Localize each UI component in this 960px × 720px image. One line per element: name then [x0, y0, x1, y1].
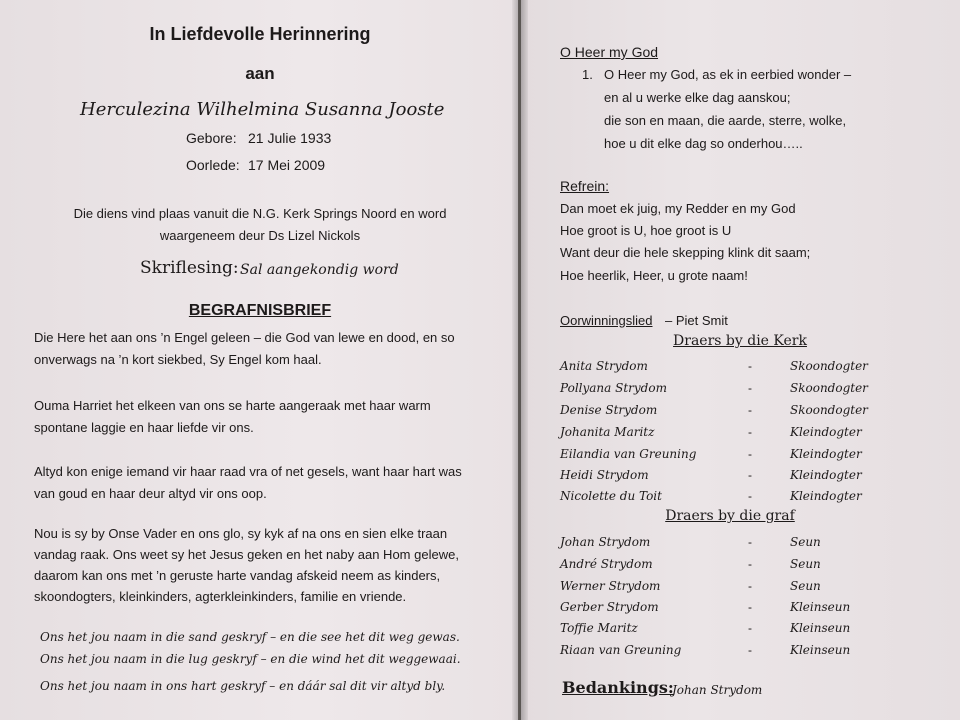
bearer-name: André Strydom [560, 557, 653, 571]
bearer-dash: - [748, 600, 752, 614]
bearer-name: Pollyana Strydom [560, 381, 667, 395]
bearer-dash: - [748, 557, 752, 571]
bearer-role: Kleindogter [790, 447, 862, 461]
paragraph-line: Altyd kon enige iemand vir haar raad vra of net gesels, want haar hart was [34, 464, 462, 479]
paragraph-line: Nou is sy by Onse Vader en ons glo, sy kyk af na ons en sien elke traan [34, 526, 448, 541]
poem-line: Ons het jou naam in die lug geskryf – en die wind het dit weggewaai. [40, 652, 461, 666]
refrain-line: Hoe groot is U, hoe groot is U [560, 223, 732, 238]
bearer-role: Skoondogter [790, 359, 868, 373]
service-line-2: waargeneem deur Ds Lizel Nickols [159, 228, 361, 243]
bearer-dash: - [748, 403, 752, 417]
poem-line: Ons het jou naam in die sand geskryf – en die see het dit weg gewas. [40, 630, 460, 644]
bearer-name: Denise Strydom [560, 403, 658, 417]
bearer-name: Johanita Maritz [560, 425, 655, 439]
church-bearer-row [560, 425, 870, 445]
aan-label: aan [245, 64, 275, 83]
bearer-role: Kleinseun [790, 600, 851, 614]
church-bearer-row [560, 489, 870, 509]
paragraph-line: vandag raak. Ons weet sy het Jesus geken en het naby aan Hom gelewe, [34, 547, 459, 562]
verse-number: 1. [582, 67, 593, 82]
church-bearer-row [560, 381, 870, 401]
grave-bearers-title: Draers by die graf [665, 508, 795, 524]
thanks-label: Bedankings: [562, 678, 674, 697]
bearer-name: Riaan van Greuning [560, 643, 682, 657]
bearer-name: Werner Strydom [560, 579, 661, 593]
letter-title: BEGRAFNISBRIEF [188, 302, 332, 319]
bearer-dash: - [748, 489, 752, 503]
grave-bearer-row [560, 557, 870, 577]
verse-line: O Heer my God, as ek in eerbied wonder – [604, 67, 852, 82]
poem-line: Ons het jou naam in ons hart geskryf – en dáár sal dit vir altyd bly. [40, 679, 446, 693]
deceased-name: Herculezina Wilhelmina Susanna Jooste [80, 99, 445, 120]
grave-bearer-row [560, 621, 870, 641]
bearer-role: Seun [790, 579, 821, 593]
victory-song-value: – Piet Smit [665, 313, 728, 328]
bearer-dash: - [748, 468, 752, 482]
refrain-line: Hoe heerlik, Heer, u grote naam! [560, 268, 748, 283]
thanks-value: Johan Strydom [672, 683, 763, 697]
refrain-line: Want deur die hele skepping klink dit saam; [560, 245, 811, 260]
paragraph-line: onverwags na ’n kort siekbed, Sy Engel kom haal. [34, 352, 322, 367]
bearer-role: Kleinseun [790, 621, 851, 635]
church-bearer-row [560, 359, 870, 379]
grave-bearer-row [560, 535, 870, 555]
bearer-dash: - [748, 359, 752, 373]
bearer-dash: - [748, 535, 752, 549]
bearer-name: Anita Strydom [560, 359, 648, 373]
church-bearers-title: Draers by die Kerk [673, 333, 807, 349]
paragraph-line: van goud en haar deur altyd vir ons oop. [34, 486, 267, 501]
bearer-role: Skoondogter [790, 381, 868, 395]
bearer-dash: - [748, 621, 752, 635]
bearer-role: Kleindogter [790, 425, 862, 439]
service-line-1: Die diens vind plaas vanuit die N.G. Kerk Springs Noord en word [73, 206, 447, 221]
bearer-role: Kleinseun [790, 643, 851, 657]
paragraph-line: Ouma Harriet het elkeen van ons se harte aangeraak met haar warm [34, 398, 431, 413]
refrain-line: Dan moet ek juig, my Redder en my God [560, 201, 796, 216]
bearer-role: Seun [790, 535, 821, 549]
verse-line: hoe u dit elke dag so onderhou….. [604, 136, 803, 151]
page-fold [512, 0, 528, 720]
grave-bearer-row [560, 579, 870, 599]
bearer-dash: - [748, 643, 752, 657]
paragraph-line: daarom kan ons met ’n geruste harte vandag afskeid neem as kinders, [34, 568, 441, 583]
grave-bearer-row [560, 643, 870, 663]
church-bearer-row [560, 403, 870, 423]
bearer-name: Heidi Strydom [560, 468, 649, 482]
paragraph-line: Die Here het aan ons ’n Engel geleen – die God van lewe en dood, en so [34, 330, 455, 345]
bearer-name: Nicolette du Toit [560, 489, 662, 503]
bearer-dash: - [748, 447, 752, 461]
bearer-dash: - [748, 381, 752, 395]
born-label: Gebore: [186, 130, 237, 146]
bearer-role: Kleindogter [790, 489, 862, 503]
bearer-dash: - [748, 579, 752, 593]
refrain-title: Refrein: [560, 178, 610, 194]
church-bearer-row [560, 468, 870, 488]
bearer-role: Kleindogter [790, 468, 862, 482]
grave-bearer-row [560, 600, 870, 620]
scripture-value: Sal aangekondig word [240, 262, 399, 278]
verse-line: en al u werke elke dag aanskou; [604, 90, 791, 105]
memorial-heading: In Liefdevolle Herinnering [149, 24, 371, 44]
died-date: 17 Mei 2009 [248, 157, 326, 173]
died-label: Oorlede: [186, 157, 240, 173]
born-date: 21 Julie 1933 [248, 130, 332, 146]
bearer-name: Eilandia van Greuning [560, 447, 697, 461]
hymn-title: O Heer my God [560, 44, 659, 60]
bearer-name: Toffie Maritz [560, 621, 638, 635]
bearer-role: Skoondogter [790, 403, 868, 417]
bearer-dash: - [748, 425, 752, 439]
bearer-name: Johan Strydom [560, 535, 651, 549]
bearer-role: Seun [790, 557, 821, 571]
bearer-name: Gerber Strydom [560, 600, 659, 614]
church-bearer-row [560, 447, 870, 467]
verse-line: die son en maan, die aarde, sterre, wolke, [604, 113, 847, 128]
paragraph-line: skoondogters, kleinkinders, agterkleinkinders, familie en vriende. [34, 589, 407, 604]
victory-song-label: Oorwinningslied [560, 313, 653, 328]
paragraph-line: spontane laggie en haar liefde vir ons. [34, 420, 254, 435]
scripture-label: Skriflesing: [140, 258, 239, 278]
